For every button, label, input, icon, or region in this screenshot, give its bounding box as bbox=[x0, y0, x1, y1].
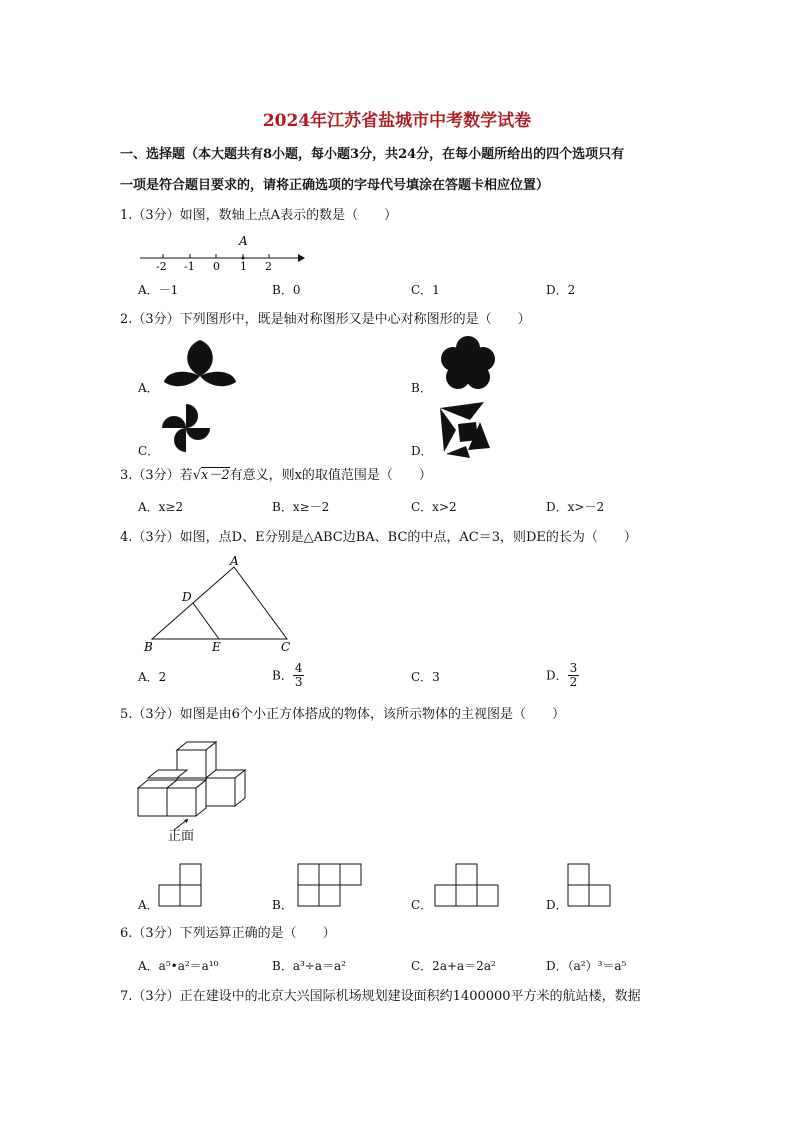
vertex-label-b: B bbox=[144, 640, 153, 654]
q3-option-c[interactable]: C．x>2 bbox=[411, 500, 457, 514]
view-option-b bbox=[296, 862, 366, 910]
q6-option-a[interactable]: A．a⁵•a²＝a¹⁰ bbox=[138, 959, 219, 973]
denominator: 2 bbox=[569, 675, 578, 689]
vertex-label-d: D bbox=[182, 590, 192, 604]
q1-option-d[interactable]: D．2 bbox=[546, 283, 576, 297]
tick-label: 2 bbox=[265, 260, 272, 273]
q1-option-a[interactable]: A．－1 bbox=[138, 283, 179, 297]
numerator: 3 bbox=[569, 661, 578, 675]
q1-option-c[interactable]: C．1 bbox=[411, 283, 440, 297]
question-6-stem: 6.（3分）下列运算正确的是（ ） bbox=[120, 926, 336, 941]
q2-option-c[interactable]: C． bbox=[138, 444, 160, 458]
three-petal-figure bbox=[162, 338, 242, 388]
q3-option-b[interactable]: B．x≥－2 bbox=[272, 500, 330, 514]
question-7-stem: 7.（3分）正在建设中的北京大兴国际机场规划建设面积约1400000平方米的航站楼，数据 bbox=[120, 989, 641, 1004]
q4-option-d[interactable] bbox=[546, 662, 579, 689]
tick-label: -1 bbox=[184, 260, 195, 273]
vertex-label-e: E bbox=[212, 640, 221, 654]
q4-option-b[interactable] bbox=[272, 662, 304, 689]
q6-option-b[interactable]: B．a³÷a＝a² bbox=[272, 959, 346, 973]
q5-option-b[interactable]: B． bbox=[272, 898, 293, 912]
section-heading-line1: 一、选择题（本大题共有8小题，每小题3分，共24分，在每小题所给出的四个选项只有 bbox=[120, 147, 625, 162]
point-a-label: A bbox=[239, 234, 248, 248]
question-3-stem bbox=[120, 468, 432, 484]
denominator: 3 bbox=[294, 675, 303, 689]
q6-option-d[interactable]: D．（a²）³＝a⁵ bbox=[546, 959, 627, 973]
question-5-stem: 5.（3分）如图是由6个小正方体搭成的物体，该所示物体的主视图是（ ） bbox=[120, 707, 565, 722]
q2-option-a[interactable]: A． bbox=[138, 381, 159, 395]
q2-option-b[interactable]: B． bbox=[411, 381, 432, 395]
vertex-label-a: A bbox=[230, 554, 239, 568]
question-1-stem: 1.（3分）如图，数轴上点A表示的数是（ ） bbox=[120, 208, 398, 223]
question-4-stem: 4.（3分）如图，点D、E分别是△ABC边BA、BC的中点，AC＝3，则DE的长为（ ） bbox=[120, 530, 637, 545]
flower-figure bbox=[438, 334, 498, 394]
tick-label: -2 bbox=[156, 260, 167, 273]
section-heading-line2: 一项是符合题目要求的，请将正确选项的字母代号填涂在答题卡相应位置） bbox=[120, 178, 550, 193]
q4-option-d-label: D． bbox=[546, 668, 568, 683]
sqrt-sign-icon: √ bbox=[192, 468, 201, 483]
triangle-figure bbox=[142, 553, 302, 653]
q3-radicand: x－2 bbox=[200, 468, 230, 483]
page-title: 2024年江苏省盐城市中考数学试卷 bbox=[262, 111, 532, 131]
q5-option-a[interactable]: A． bbox=[138, 898, 159, 912]
tangram-figure bbox=[436, 400, 496, 460]
q6-option-c[interactable]: C．2a+a＝2a² bbox=[411, 959, 496, 973]
question-2-stem: 2.（3分）下列图形中，既是轴对称图形又是中心对称图形的是（ ） bbox=[120, 312, 531, 327]
q3-option-d[interactable]: D．x>－2 bbox=[546, 500, 605, 514]
tick-label: 1 bbox=[240, 260, 247, 273]
q5-option-c[interactable]: C． bbox=[411, 898, 433, 912]
number-line-figure bbox=[138, 232, 308, 272]
q4-option-c[interactable]: C．3 bbox=[411, 670, 440, 684]
fraction bbox=[568, 662, 580, 689]
vertex-label-c: C bbox=[281, 640, 291, 654]
front-view-label: 正面 bbox=[168, 829, 195, 844]
view-option-d bbox=[566, 862, 616, 910]
view-option-c bbox=[434, 862, 504, 910]
q3-option-a[interactable]: A．x≥2 bbox=[138, 500, 184, 514]
q2-option-d[interactable]: D． bbox=[411, 444, 433, 458]
pinwheel-figure bbox=[160, 402, 216, 458]
fraction bbox=[293, 662, 305, 689]
tick-label: 0 bbox=[213, 260, 220, 273]
cube-stack-figure bbox=[136, 740, 256, 840]
view-option-a bbox=[158, 862, 208, 910]
q3-stem-prefix: 3.（3分）若 bbox=[120, 468, 193, 483]
q3-stem-suffix: 有意义，则x的取值范围是（ ） bbox=[229, 468, 432, 483]
q5-option-d[interactable]: D． bbox=[546, 898, 568, 912]
numerator: 4 bbox=[294, 661, 303, 675]
q1-option-b[interactable]: B．0 bbox=[272, 283, 301, 297]
q4-option-b-label: B． bbox=[272, 668, 293, 683]
q4-option-a[interactable]: A．2 bbox=[138, 670, 167, 684]
